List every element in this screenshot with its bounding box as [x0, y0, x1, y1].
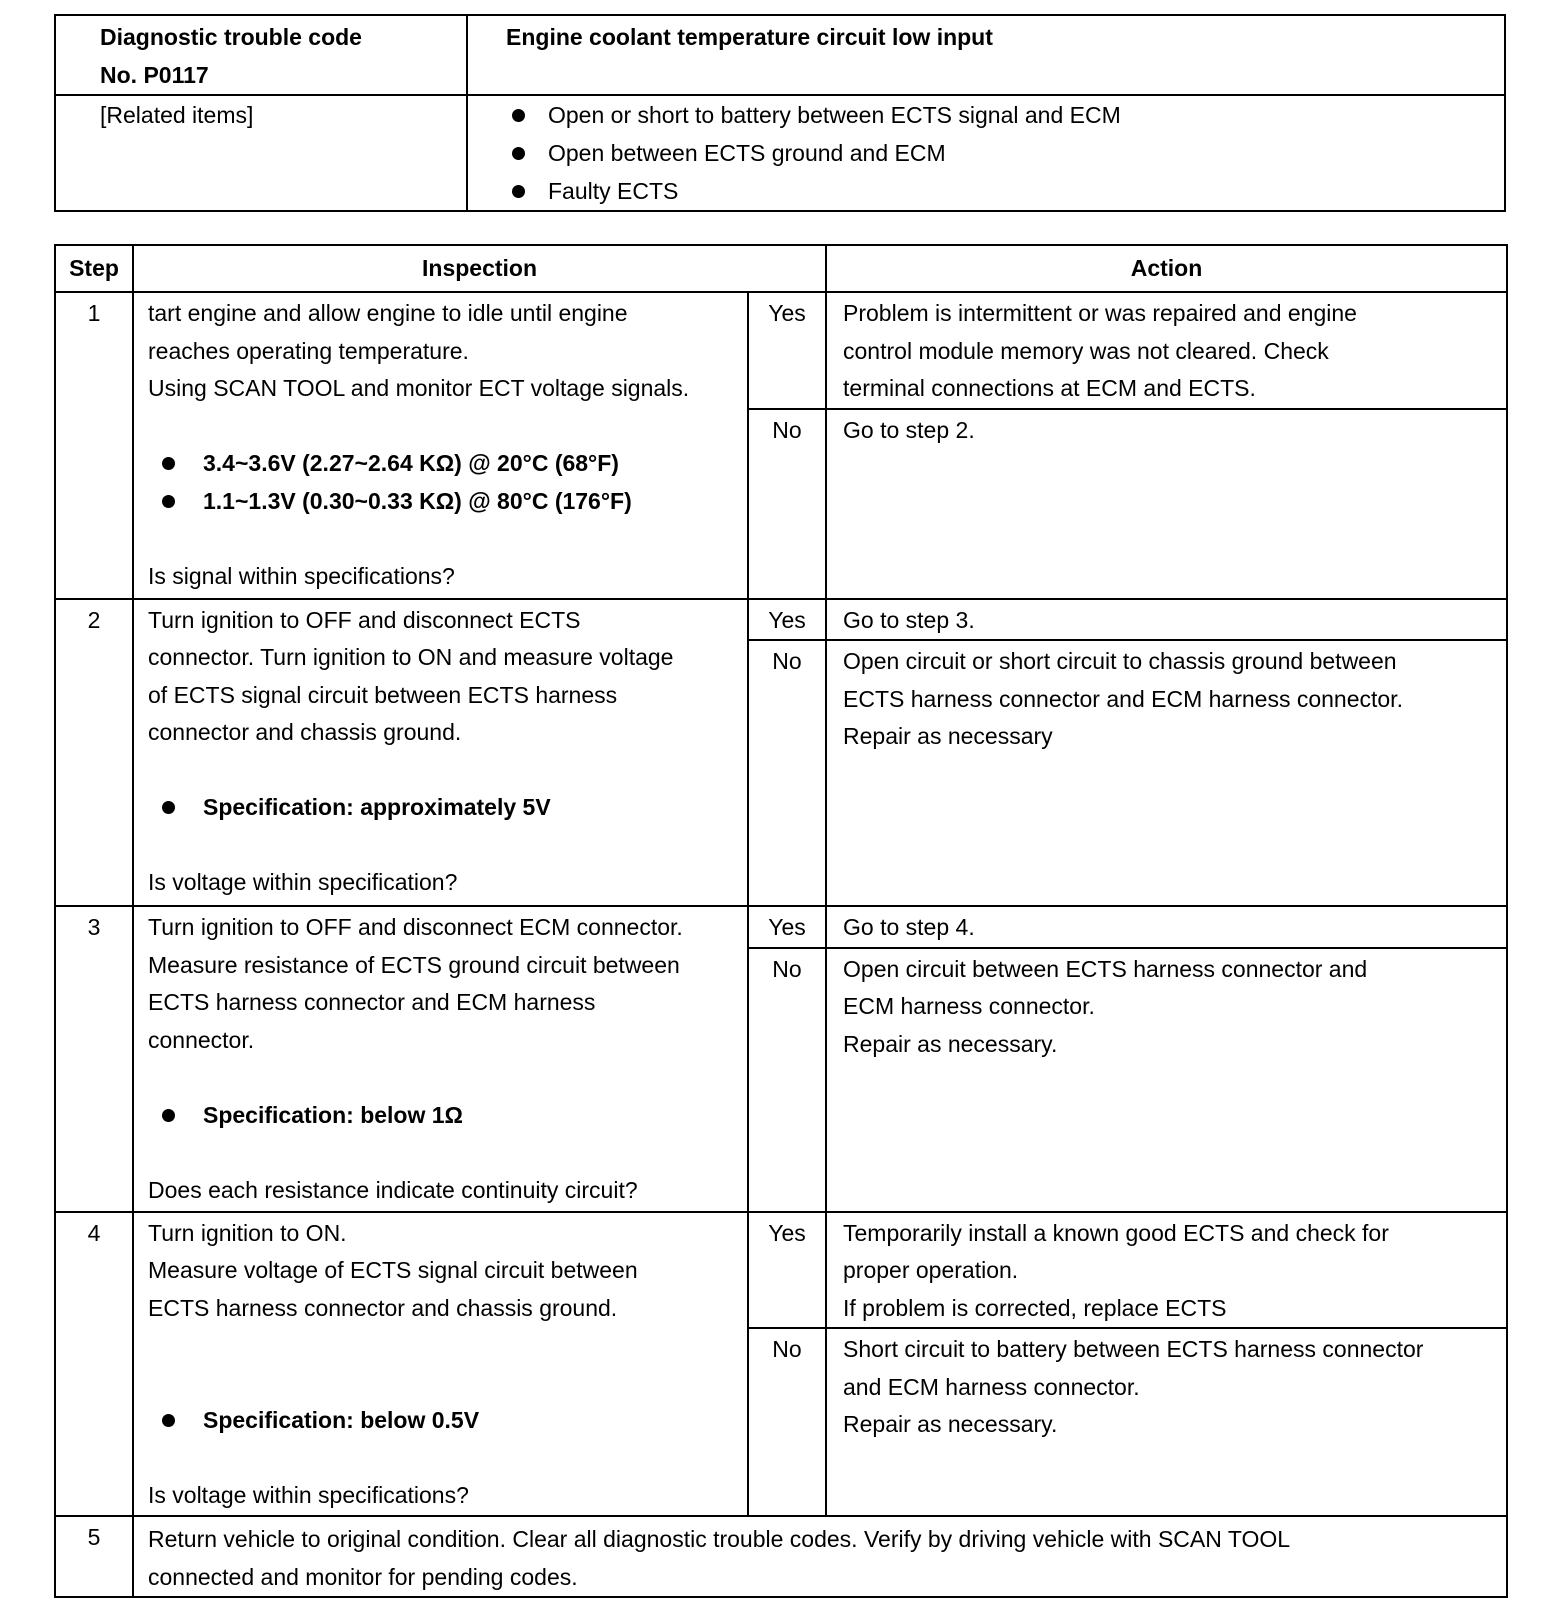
inspection-question: Is signal within specifications?: [148, 562, 455, 589]
related-items-row: [55, 95, 1505, 211]
specification-item: [148, 789, 737, 827]
no-action: [826, 409, 1507, 599]
yes-label: Yes: [748, 599, 826, 641]
inspection-steps-table: [54, 244, 1508, 1598]
no-label: No: [748, 409, 826, 599]
inspection-question: Is voltage within specification?: [148, 869, 458, 895]
inspection-column-header: Inspection: [133, 245, 826, 292]
action-line: Repair as necessary.: [843, 1030, 1058, 1057]
step-5-text: [133, 1516, 1507, 1597]
step-number: 4: [55, 1212, 133, 1517]
specification-item: [148, 445, 737, 483]
no-action: [826, 1328, 1507, 1516]
step-column-header: Step: [55, 245, 133, 292]
no-action: [826, 948, 1507, 1212]
dtc-info-table: [54, 14, 1506, 212]
specification-item: [148, 1402, 737, 1440]
bullet-icon: [512, 109, 525, 122]
no-action: [826, 640, 1507, 906]
inspection-line: Using SCAN TOOL and monitor ECT voltage signals.: [148, 375, 690, 401]
step-3-yes-row: [55, 906, 1507, 948]
inspection-line: of ECTS signal circuit between ECTS harness: [148, 681, 618, 708]
step-number: 2: [55, 599, 133, 907]
yes-label: Yes: [748, 1212, 826, 1329]
step-number: 3: [55, 906, 133, 1212]
related-items-label: [Related items]: [55, 95, 467, 211]
action-line: Short circuit to battery between ECTS harness connector: [843, 1336, 1424, 1362]
yes-action: [826, 1212, 1507, 1329]
step-5-line: Return vehicle to original condition. Clear all diagnostic trouble codes. Verify by driving vehicle with SCAN TOOL: [148, 1526, 1291, 1552]
yes-label: Yes: [748, 292, 826, 409]
related-item-text: Open between ECTS ground and ECM: [548, 140, 946, 166]
yes-label: Yes: [748, 906, 826, 948]
bullet-icon: [162, 801, 175, 814]
bullet-icon: [162, 1109, 175, 1122]
bullet-icon: [162, 1414, 175, 1427]
step-4-inspection: [133, 1212, 748, 1517]
related-item-text: Open or short to battery between ECTS signal and ECM: [548, 102, 1121, 128]
action-line: Temporarily install a known good ECTS and check for: [843, 1219, 1389, 1246]
no-label: No: [748, 640, 826, 906]
specification-text: Specification: approximately 5V: [203, 794, 551, 820]
steps-header-row: [55, 245, 1507, 292]
dtc-label-line2: No. P0117: [100, 62, 209, 88]
inspection-line: Turn ignition to OFF and disconnect ECM connector.: [148, 914, 683, 940]
inspection-question: Is voltage within specifications?: [148, 1482, 469, 1508]
step-5-row: [55, 1516, 1507, 1597]
inspection-line: connector and chassis ground.: [148, 719, 462, 745]
related-items-list: [467, 95, 1505, 211]
yes-action: [826, 292, 1507, 409]
step-number: 5: [55, 1516, 133, 1597]
action-column-header: Action: [826, 245, 1507, 292]
step-1-yes-row: [55, 292, 1507, 409]
specification-text: Specification: below 0.5V: [203, 1407, 480, 1433]
related-item: [512, 134, 1494, 172]
action-line: Open circuit between ECTS harness connector and: [843, 955, 1368, 982]
inspection-line: ECTS harness connector and ECM harness: [148, 989, 596, 1015]
action-line: terminal connections at ECM and ECTS.: [843, 375, 1256, 401]
inspection-line: Turn ignition to OFF and disconnect ECTS: [148, 606, 581, 633]
bullet-icon: [162, 457, 175, 470]
inspection-line: Measure voltage of ECTS signal circuit between: [148, 1257, 638, 1283]
related-item: [512, 172, 1494, 210]
action-line: ECTS harness connector and ECM harness connector.: [843, 685, 1403, 712]
step-5-line: connected and monitor for pending codes.: [148, 1563, 578, 1590]
specification-item: [148, 1097, 737, 1135]
action-line: Problem is intermittent or was repaired and engine: [843, 300, 1357, 326]
yes-action: [826, 906, 1507, 948]
action-line: Open circuit or short circuit to chassis ground between: [843, 648, 1397, 674]
action-line: Repair as necessary.: [843, 1411, 1058, 1437]
step-3-inspection: [133, 906, 748, 1212]
action-line: Repair as necessary: [843, 723, 1053, 749]
inspection-line: Turn ignition to ON.: [148, 1219, 347, 1246]
dtc-title: Engine coolant temperature circuit low input: [467, 15, 1505, 95]
no-label: No: [748, 1328, 826, 1516]
specification-text: Specification: below 1Ω: [203, 1101, 463, 1128]
step-number: 1: [55, 292, 133, 599]
bullet-icon: [512, 147, 525, 160]
bullet-icon: [162, 495, 175, 508]
inspection-question: Does each resistance indicate continuity circuit?: [148, 1176, 638, 1203]
specification-item: [148, 483, 737, 521]
yes-action: [826, 599, 1507, 641]
inspection-line: connector.: [148, 1026, 255, 1053]
action-line: control module memory was not cleared. Check: [843, 337, 1329, 364]
dtc-label-line1: Diagnostic trouble code: [100, 24, 362, 50]
inspection-line: Measure resistance of ECTS ground circuit between: [148, 951, 680, 978]
step-1-inspection: [133, 292, 748, 599]
related-item: [512, 96, 1494, 134]
step-4-yes-row: [55, 1212, 1507, 1329]
inspection-line: connector. Turn ignition to ON and measure voltage: [148, 644, 674, 670]
bullet-icon: [512, 185, 525, 198]
action-line: and ECM harness connector.: [843, 1373, 1140, 1400]
step-2-inspection: [133, 599, 748, 907]
step-2-yes-row: [55, 599, 1507, 641]
action-line: Go to step 4.: [843, 914, 975, 940]
related-item-text: Faulty ECTS: [548, 178, 679, 204]
inspection-line: ECTS harness connector and chassis ground.: [148, 1294, 618, 1321]
inspection-line: tart engine and allow engine to idle until engine: [148, 300, 628, 326]
dtc-code-label: [55, 15, 467, 95]
inspection-line: reaches operating temperature.: [148, 337, 469, 364]
action-line: proper operation.: [843, 1257, 1019, 1283]
action-line: ECM harness connector.: [843, 993, 1095, 1019]
dtc-header-row: [55, 15, 1505, 95]
action-line: Go to step 2.: [843, 416, 975, 443]
specification-text: 3.4~3.6V (2.27~2.64 KΩ) @ 20°C (68°F): [203, 450, 619, 476]
action-line: Go to step 3.: [843, 606, 975, 633]
no-label: No: [748, 948, 826, 1212]
specification-text: 1.1~1.3V (0.30~0.33 KΩ) @ 80°C (176°F): [203, 487, 632, 514]
action-line: If problem is corrected, replace ECTS: [843, 1294, 1227, 1321]
